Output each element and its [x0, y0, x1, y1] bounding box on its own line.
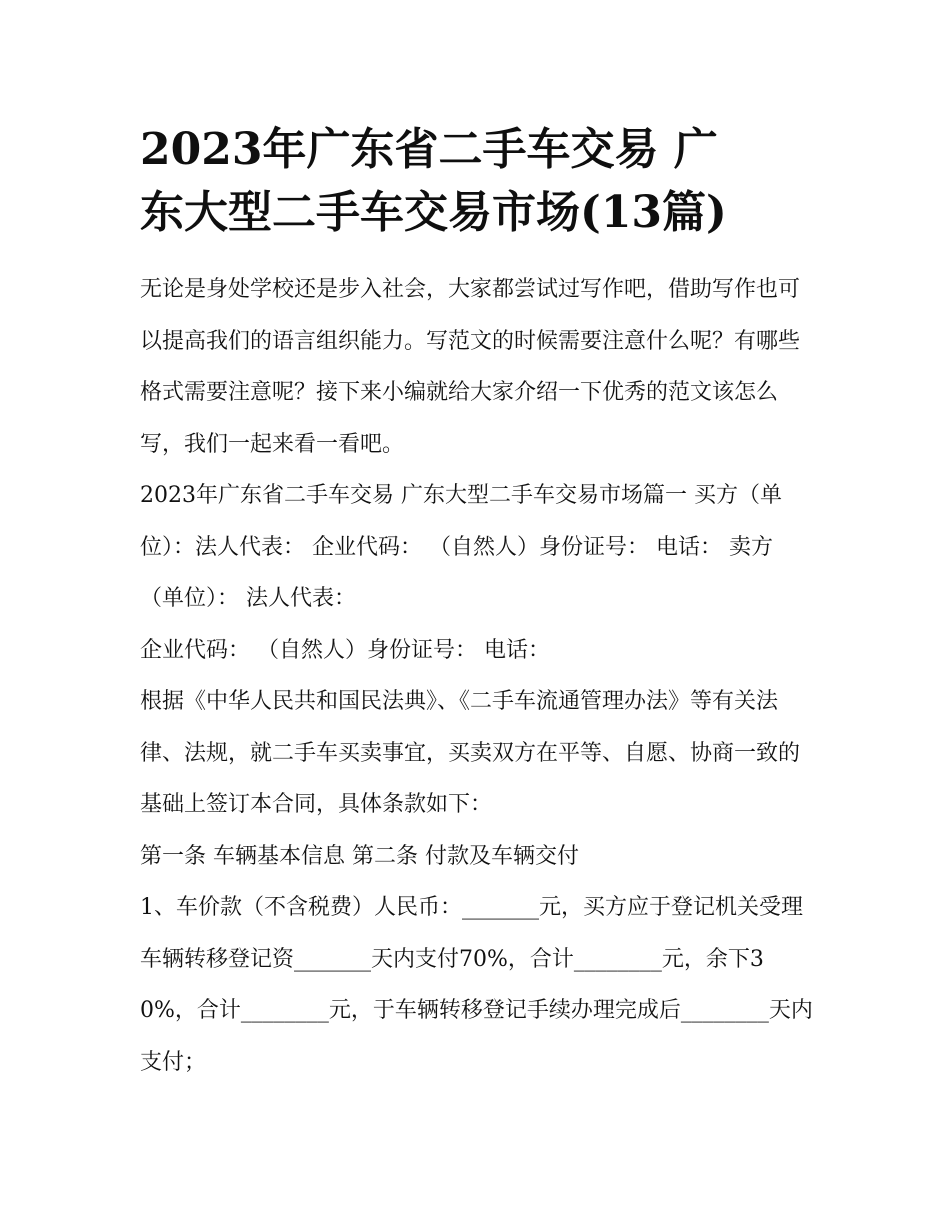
article-heading-paragraph: 第一条 车辆基本信息 第二条 付款及车辆交付: [140, 843, 579, 869]
buyer-seller-paragraph: 2023年广东省二手车交易 广东大型二手车交易市场篇一 买方（单位）：法人代表： 企业代码： （自然人）身份证号： 电话： 卖方（单位）： 法人代表：: [140, 483, 782, 611]
document-title-line-2: 东大型二手车交易市场(13篇): [140, 187, 727, 238]
legal-basis-paragraph: 根据《中华人民共和国民法典》、《二手车流通管理办法》等有关法律、法规，就二手车买卖事宜，买卖双方在平等、自愿、协商一致的基础上签订本合同，具体条款如下：: [140, 689, 801, 817]
intro-paragraph: 无论是身处学校还是步入社会，大家都尝试过写作吧，借助写作也可以提高我们的语言组织能力。写范文的时候需要注意什么呢？有哪些格式需要注意呢？接下来小编就给大家介绍一下优秀的范文该怎么写，我们一起来看一看吧。: [140, 277, 801, 457]
document-body: [140, 264, 815, 1088]
seller-details-paragraph: 企业代码： （自然人）身份证号： 电话：: [140, 637, 550, 663]
document-content: [140, 118, 815, 1088]
document-title-line-1: 2023年广东省二手车交易 广: [140, 124, 718, 175]
payment-terms-paragraph: 1、车价款（不含税费）人民币：_______元，买方应于登记机关受理车辆转移登记资_______天内支付70%，合计________元，余下30%，合计________元，于车辆转移登记手续办理完成后________天内支付；: [140, 895, 813, 1075]
document-title: [140, 118, 815, 244]
